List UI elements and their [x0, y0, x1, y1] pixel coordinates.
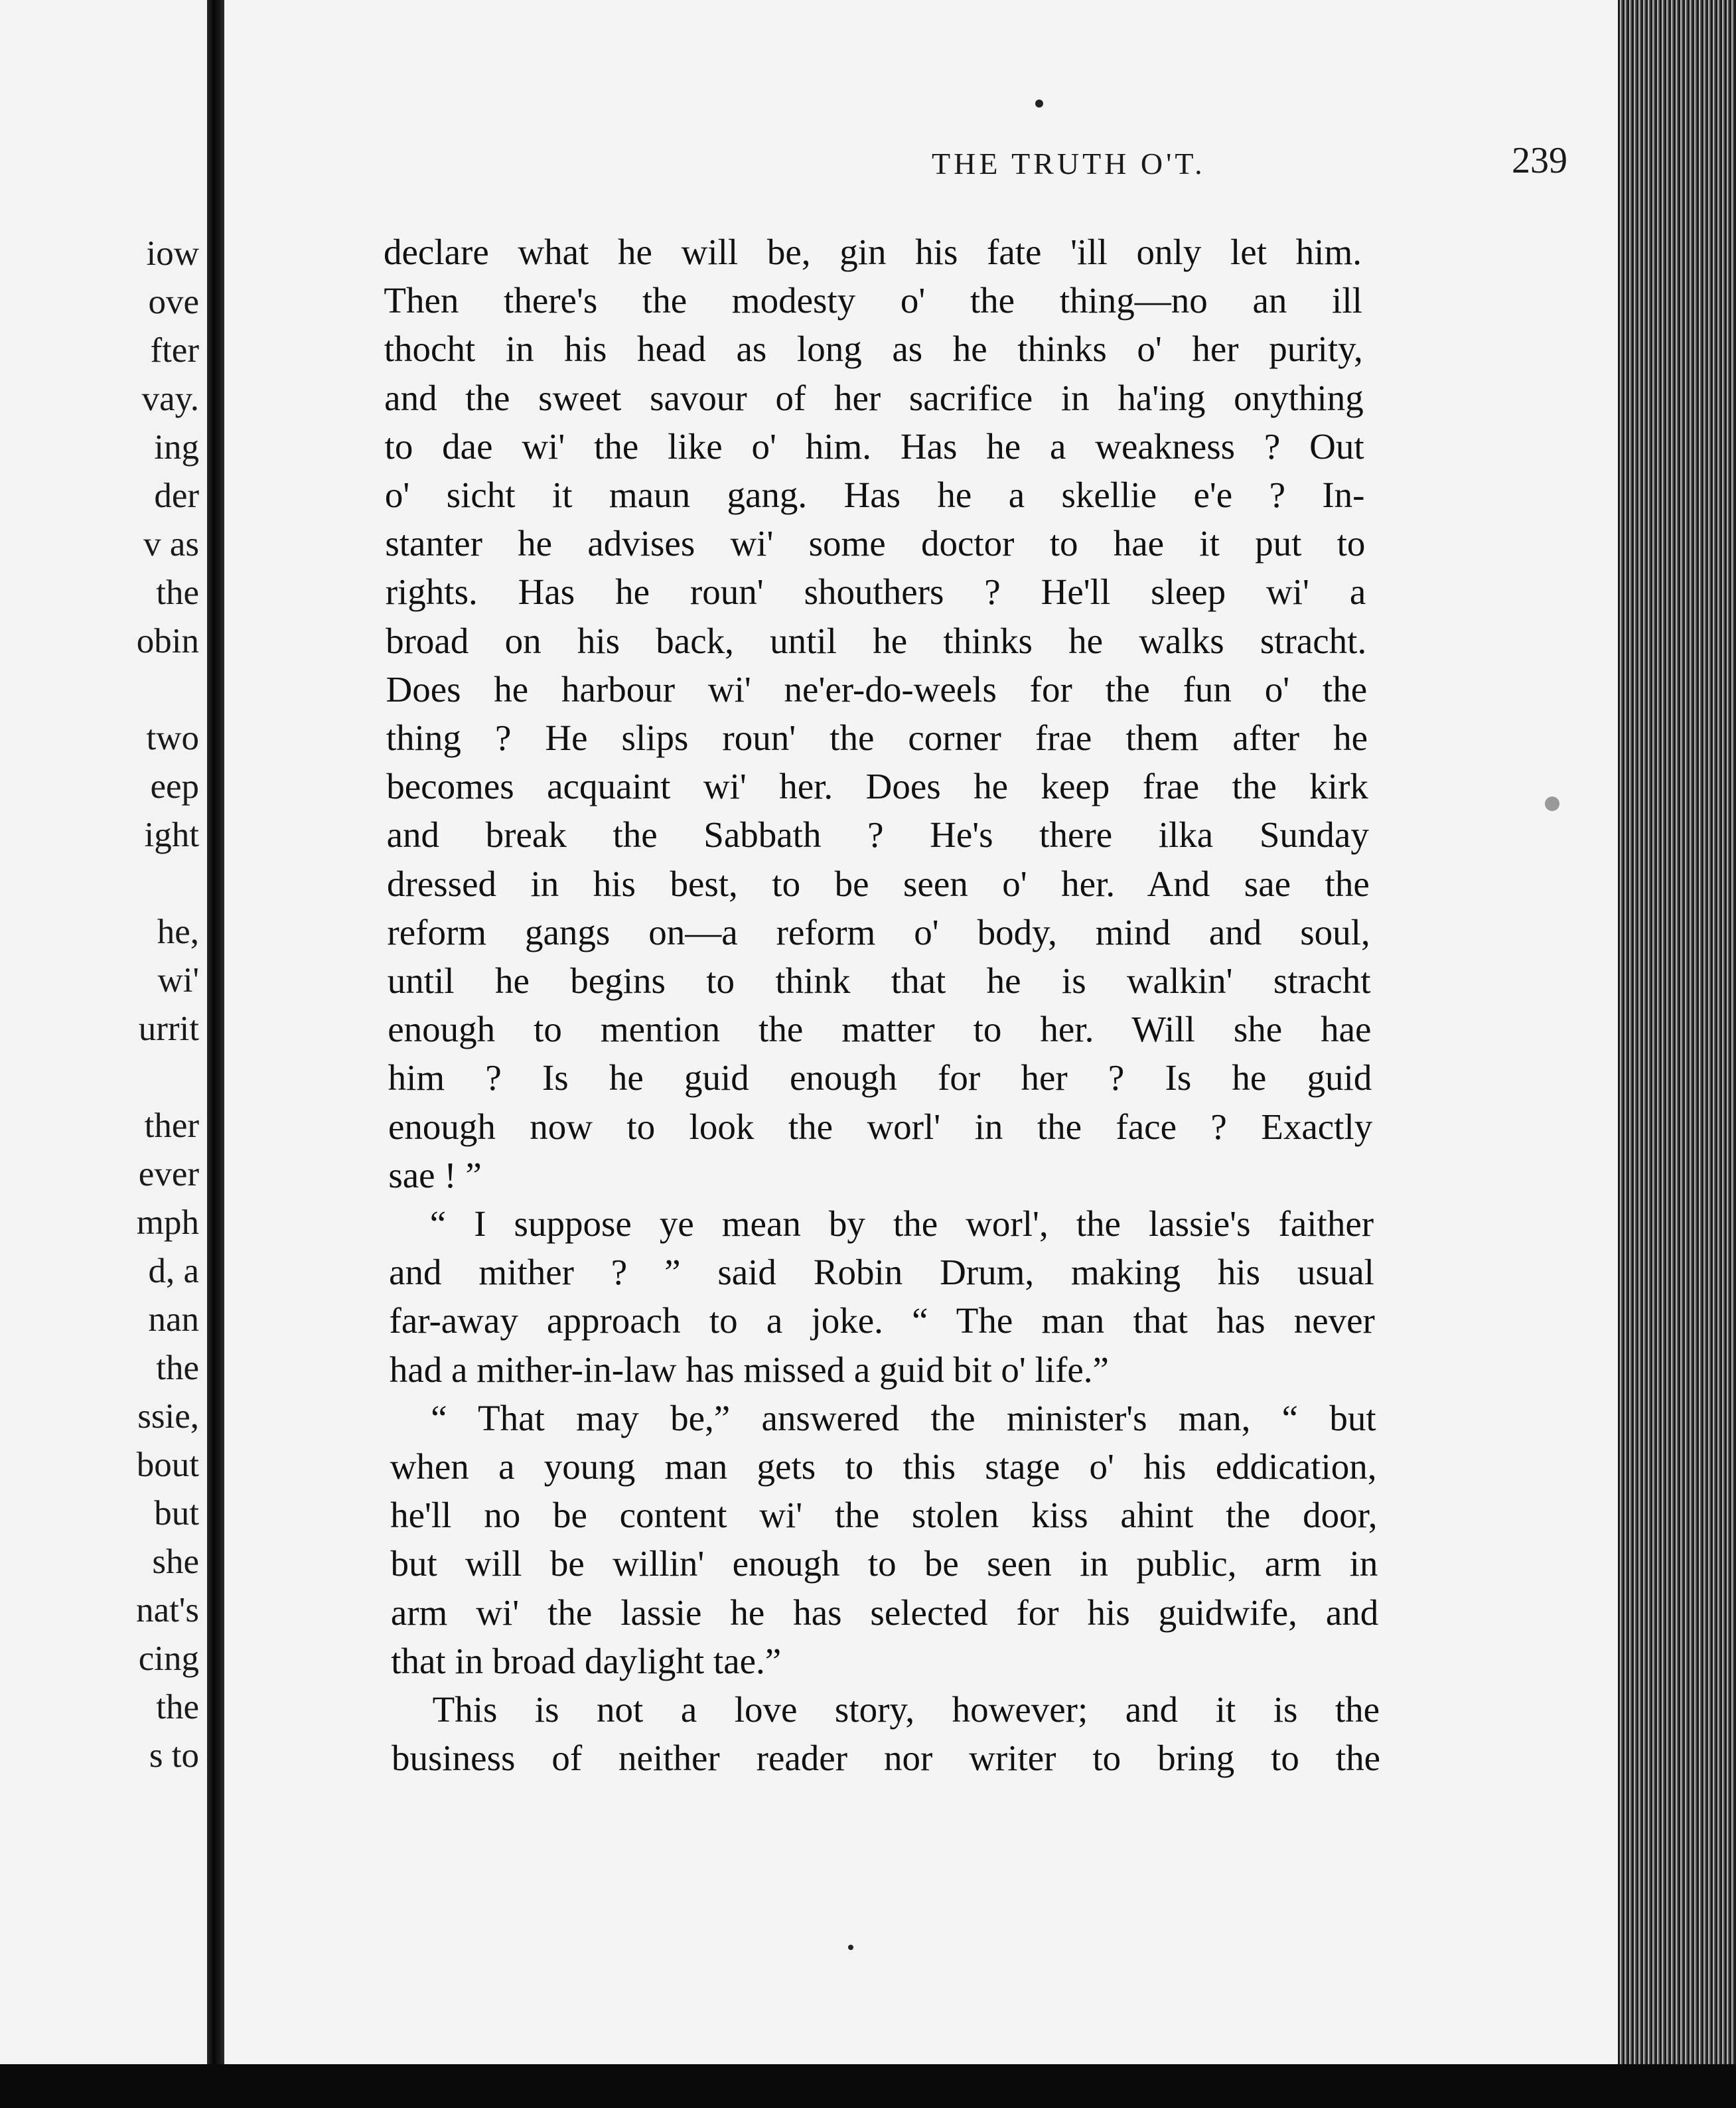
text-line: Does he harbour wi' ne'er-do-weels for the fun o' the: [386, 668, 1368, 710]
facing-page-line: he,: [157, 913, 199, 951]
text-line: declare what he will be, gin his fate 'ill only let him.: [384, 232, 1362, 272]
ink-speck: [848, 1945, 853, 1950]
text-line: “ That may be,” answered the minister's man, “ but: [431, 1397, 1376, 1438]
text-line: becomes acquaint wi' her. Does he keep frae the kirk: [386, 766, 1368, 807]
text-line: reform gangs on—a reform o' body, mind and soul,: [387, 911, 1370, 952]
facing-page-line: ove: [148, 283, 199, 321]
facing-page-line: ever: [138, 1155, 199, 1193]
text-line: far-away approach to a joke. “ The man that has never: [389, 1300, 1375, 1341]
book-gutter: [207, 0, 224, 2064]
main-page: [224, 0, 1618, 2064]
text-line: business of neither reader nor writer to bring to the: [392, 1738, 1380, 1779]
facing-page-line: fter: [150, 331, 199, 370]
text-line: broad on his back, until he thinks he walks stracht.: [386, 620, 1367, 661]
facing-page-line: der: [154, 477, 199, 515]
text-line: when a young man gets to this stage o' his eddication,: [390, 1446, 1377, 1487]
facing-page-line: two: [146, 719, 199, 757]
text-line: and mither ? ” said Robin Drum, making his usual: [389, 1252, 1374, 1293]
facing-page-line: mph: [136, 1203, 199, 1242]
facing-page-line: the: [156, 1688, 199, 1726]
text-line: stanter he advises wi' some doctor to hae it put to: [385, 523, 1366, 564]
page-number: 239: [1512, 140, 1567, 181]
facing-page-line: but: [154, 1494, 199, 1533]
facing-page-line: ssie,: [137, 1397, 199, 1436]
facing-page-line: nat's: [136, 1591, 199, 1629]
text-line: enough now to look the worl' in the face ? Exactly: [388, 1106, 1373, 1147]
facing-page-line: urrit: [138, 1010, 199, 1048]
facing-page-line: ight: [144, 816, 199, 854]
text-line: him ? Is he guid enough for her ? Is he guid: [388, 1057, 1372, 1098]
facing-page-line: the: [156, 573, 199, 612]
facing-page-line: the: [156, 1349, 199, 1387]
facing-page-line: wi': [157, 961, 199, 1000]
facing-page-line: nan: [148, 1300, 199, 1339]
ink-speck: [1545, 796, 1559, 811]
facing-page-line: vay.: [141, 380, 199, 418]
facing-page-line: s to: [149, 1736, 199, 1775]
facing-page-line: eep: [150, 767, 199, 806]
text-line: but will be willin' enough to be seen in public, arm in: [390, 1543, 1378, 1584]
facing-page: [0, 0, 212, 2064]
text-line: This is not a love story, however; and it is the: [432, 1689, 1380, 1730]
running-head: THE TRUTH O'T.: [932, 147, 1206, 181]
text-line: and break the Sabbath ? He's there ilka Sunday: [386, 814, 1369, 856]
bottom-shadow: [0, 2064, 1736, 2108]
text-line: to dae wi' the like o' him. Has he a weakness ? Out: [384, 425, 1364, 467]
text-line: arm wi' the lassie he has selected for his guidwife, and: [390, 1592, 1379, 1633]
text-line: until he begins to think that he is walkin' stracht: [387, 960, 1371, 1001]
facing-page-line: bout: [136, 1446, 199, 1484]
text-line: dressed in his best, to be seen o' her. And sae the: [387, 863, 1370, 904]
facing-page-line: ing: [154, 428, 199, 467]
page-block-edge: [1618, 0, 1736, 2064]
facing-page-line: cing: [138, 1639, 199, 1678]
ink-speck: [1035, 100, 1043, 108]
text-line: sae ! ”: [388, 1154, 482, 1195]
text-line: and the sweet savour of her sacrifice in ha'ing onything: [384, 377, 1364, 418]
text-line: he'll no be content wi' the stolen kiss ahint the door,: [390, 1495, 1378, 1536]
text-line: thing ? He slips roun' the corner frae them after he: [386, 717, 1368, 758]
facing-page-line: iow: [146, 234, 199, 273]
facing-page-line: she: [152, 1543, 199, 1581]
facing-page-line: v as: [143, 525, 199, 564]
facing-page-line: obin: [136, 622, 199, 660]
facing-page-line: ther: [144, 1106, 199, 1145]
text-line: enough to mention the matter to her. Will she hae: [388, 1009, 1372, 1050]
text-line: rights. Has he roun' shouthers ? He'll sleep wi' a: [385, 571, 1366, 613]
facing-page-line: d, a: [148, 1252, 199, 1290]
text-line: o' sicht it maun gang. Has he a skellie e'e ? In-: [384, 475, 1365, 515]
text-line: Then there's the modesty o' the thing—no an ill: [384, 280, 1362, 321]
text-line: “ I suppose ye mean by the worl', the lassie's faither: [429, 1203, 1374, 1244]
text-line: had a mither-in-law has missed a guid bit o' life.”: [389, 1349, 1109, 1390]
text-line: thocht in his head as long as he thinks o' her purity,: [384, 329, 1363, 370]
text-line: that in broad daylight tae.”: [391, 1640, 782, 1681]
